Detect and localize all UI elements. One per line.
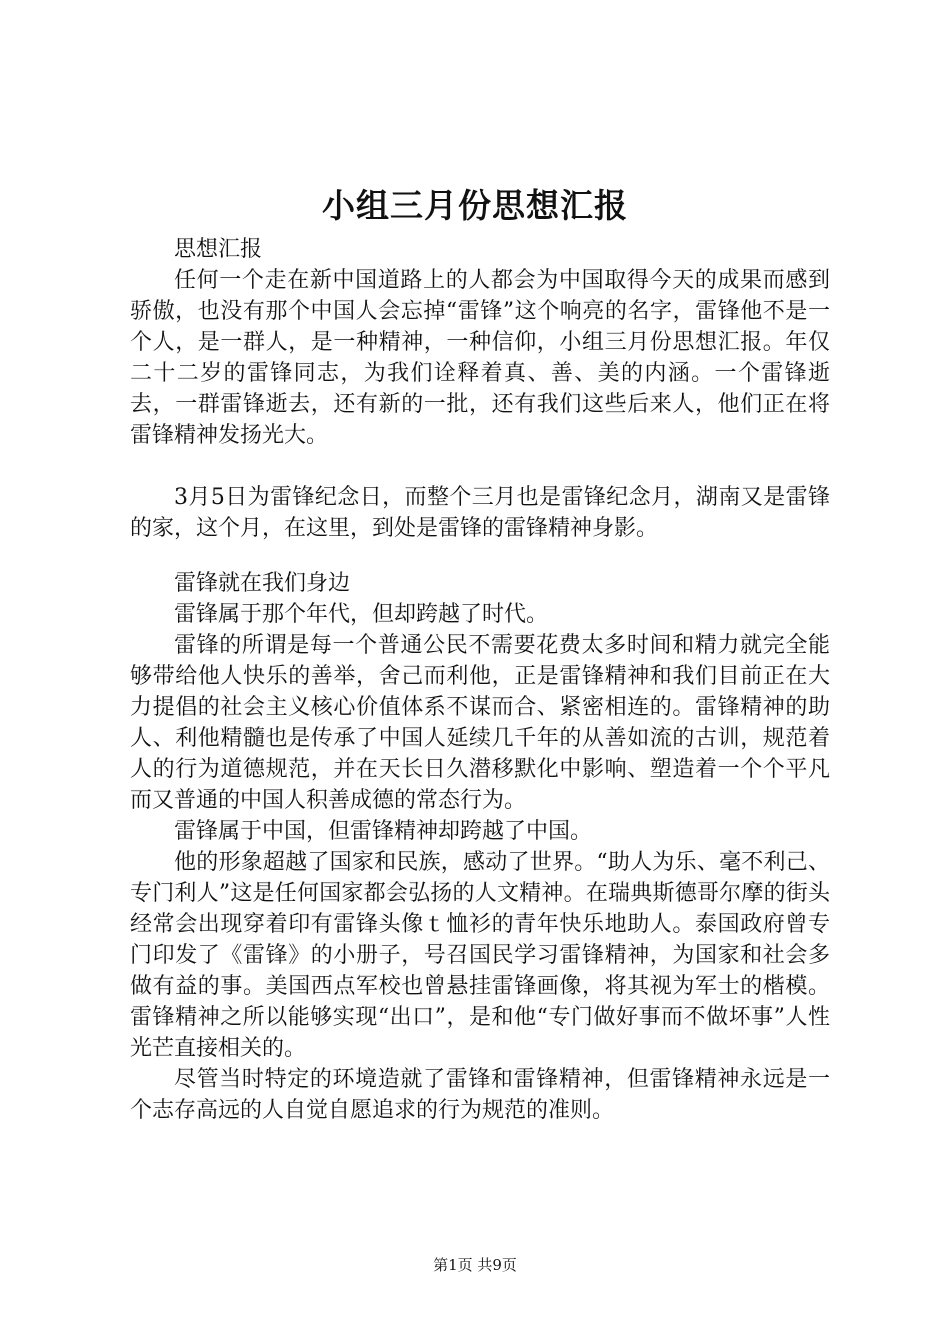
paragraph-spacer (130, 451, 830, 482)
paragraph-heading-thought-report: 思想汇报 (174, 237, 263, 262)
document-body (130, 234, 830, 1126)
paragraph-belongs-china: 雷锋属于中国，但雷锋精神却跨越了中国。 (174, 819, 593, 844)
paragraph-subheading: 雷锋就在我们身边 (174, 571, 351, 596)
document-title: 小组三月份思想汇报 (322, 186, 628, 225)
paragraph-conclusion: 尽管当时特定的环境造就了雷锋和雷锋精神，但雷锋精神永远是一个志存高远的人自觉自愿追求的行为规范的准则。 (130, 1067, 830, 1123)
paragraph-world-image: 他的形象超越了国家和民族，感动了世界。“助人为乐、毫不利己、专门利人”这是任何国家都会弘扬的人文精神。在瑞典斯德哥尔摩的街头经常会出现穿着印有雷锋头像ｔ恤衫的青年快乐地助人。泰国政府曾专门印发了《雷锋》的小册子，号召国民学习雷锋精神，为国家和社会多做有益的事。美国西点军校也曾悬挂雷锋画像，将其视为军士的楷模。雷锋精神之所以能够实现“出口”，是和他“专门做好事而不做坏事”人性光芒直接相关的。 (130, 850, 830, 1061)
paragraph-intro: 任何一个走在新中国道路上的人都会为中国取得今天的成果而感到骄傲，也没有那个中国人会忘掉“雷锋”这个响亮的名字，雷锋他不是一个人，是一群人，是一种精神，一种信仰，小组三月份思想汇报。年仅二十二岁的雷锋同志，为我们诠释着真、善、美的内涵。一个雷锋逝去，一群雷锋逝去，还有新的一批，还有我们这些后来人，他们正在将雷锋精神发扬光大。 (130, 268, 830, 448)
paragraph-march-fifth: 3月5日为雷锋纪念日，而整个三月也是雷锋纪念月，湖南又是雷锋的家，这个月，在这里，到处是雷锋的雷锋精神身影。 (130, 485, 830, 541)
page-footer: 第1页 共9页 (433, 1256, 517, 1274)
paragraph-good-deeds: 雷锋的所谓是每一个普通公民不需要花费太多时间和精力就完全能够带给他人快乐的善举，舍己而利他，正是雷锋精神和我们目前正在大力提倡的社会主义核心价值体系不谋而合、紧密相连的。雷锋精神的助人、利他精髓也是传承了中国人延续几千年的从善如流的古训，规范着人的行为道德规范，并在天长日久潜移默化中影响、塑造着一个个平凡而又普通的中国人积善成德的常态行为。 (130, 633, 830, 813)
paragraph-era: 雷锋属于那个年代，但却跨越了时代。 (174, 602, 549, 627)
paragraph-spacer (130, 544, 830, 568)
